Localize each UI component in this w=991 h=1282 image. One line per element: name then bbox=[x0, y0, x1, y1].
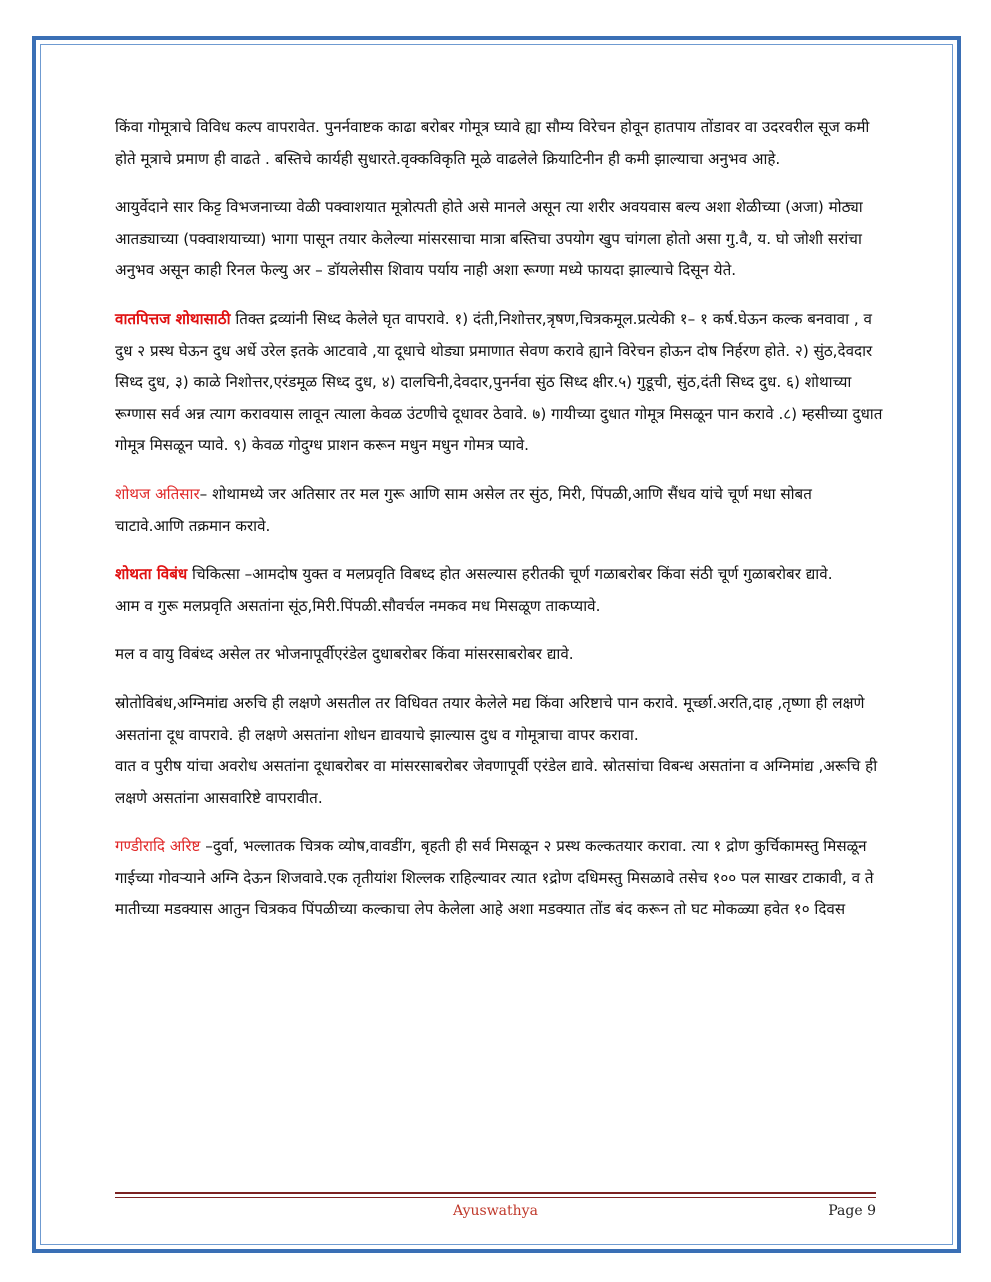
paragraph-basti: आयुर्वेदाने सार किट्ट विभजनाच्या वेळी पक्वाशयात मूत्रोत्पती होते असे मानले असून त्या शरीर अवयवास बल्य अशा शेळीच्या (अजा) मोठ्या आतड्याच्या (पक्वाशयाच्या) भागा पासून तयार केलेल्या मांसरसाचा मात्रा बस्तिचा उपयोग खुप चांगला होतो असा गु.वै, य. घो जोशी सरांचा अनुभव असून काही रिनल फेल्यु अर – डॉयलेसीस शिवाय पर्याय नाही अशा रूग्णा मध्ये फायदा झाल्याचे दिसून येते. bbox=[115, 198, 863, 280]
paragraph-srotovibandh: स्रोतोविबंध,अग्निमांद्य अरुचि ही लक्षणे असतील तर विधिवत तयार केलेले मद्य किंवा अरिष्टाचे पान करावे. मूर्च्छा.अरति,दाह ,तृष्णा ही लक्षणे असतांना दूध वापरावे. ही लक्षणे असतांना शोधन द्यावयाचे झाल्यास दुध व गोमूत्राचा वापर करावा. bbox=[115, 693, 865, 744]
paragraph-vatapittaj-body: तिक्त द्रव्यांनी सिध्द केलेले घृत वापरावे. १) दंती,निशोत्तर,त्रृषण,चित्रकमूल.प्रत्येकी १– १ कर्ष.घेऊन कल्क बनवावा , व दुध २ प्रस्थ घेऊन दुध अर्धे उरेल इतके आटवावे ,या दूधाचे थोड्या प्रमाणात सेवण करावे ह्याने विरेचन होऊन दोष निर्हरण होते. २) सुंठ,देवदार सिध्द दुध, ३) काळे निशोत्तर,एरंडमूळ सिध्द दुध, ४) दालचिनी,देवदार,पुनर्नवा सुंठ सिध्द क्षीर.५) गुडूची, सुंठ,दंती सिध्द दुध. ६) शोथाच्या रूग्णास सर्व अन्न त्याग करावयास लावून त्याला केवळ उंटणीचे दूधावर ठेवावे. ७) गायीच्या दुधात गोमूत्र मिसळून पान करावे .८) म्हसीच्या दुधात गोमूत्र मिसळून प्यावे. ९) केवळ गोदुग्ध प्राशन करून मधुन मधुन गोमत्र प्यावे. bbox=[115, 309, 883, 455]
page-number: Page 9 bbox=[828, 1203, 876, 1219]
footer-rule-top bbox=[115, 1192, 876, 1194]
paragraph-vibandh bbox=[115, 559, 885, 591]
paragraph-vatapittaj bbox=[115, 304, 885, 462]
footer-brand: Ayuswathya bbox=[453, 1203, 538, 1219]
paragraph-aam: आम व गुरू मलप्रवृति असतांना सूंठ,मिरी.पिंपळी.सौवर्चल नमकव मध मिसळूण ताकप्यावे. bbox=[115, 596, 601, 615]
paragraph-gandiradi bbox=[115, 831, 885, 926]
paragraph-shothaj-atisar-body: – शोथामध्ये जर अतिसार तर मल गुरू आणि साम असेल तर सुंठ, मिरी, पिंपळी,आणि सैंधव यांचे चूर्ण मधा सोबत चाटावे.आणि तक्रमान करावे. bbox=[115, 484, 812, 535]
paragraph-punarnava: किंवा गोमूत्राचे विविध कल्प वापरावेत. पुनर्नवाष्टक काढा बरोबर गोमूत्र घ्यावे ह्या सौम्य विरेचन होवून हातपाय तोंडावर वा उदरवरील सूज कमी होते मूत्राचे प्रमाण ही वाढते . बस्तिचे कार्यही सुधारते.वृक्कविकृति मूळे वाढलेले क्रियाटिनीन ही कमी झाल्याचा अनुभव आहे. bbox=[115, 118, 870, 168]
footer-rule-bottom bbox=[115, 1197, 876, 1198]
paragraph-vat-purish: वात व पुरीष यांचा अवरोध असतांना दूधाबरोबर वा मांसरसाबरोबर जेवणापूर्वी एरंडेल द्यावे. स्रोतसांचा विबन्ध असतांना व अग्निमांद्य ,अरूचि ही लक्षणे असतांना आसवारिष्टे वापरावीत. bbox=[115, 757, 878, 807]
heading-gandiradi: गण्डीरादि अरिष्ट bbox=[115, 837, 201, 856]
paragraph-mal-vayu: मल व वायु विबंध्द असेल तर भोजनापूर्वीएरंडेल दुधाबरोबर किंवा मांसरसाबरोबर द्यावे. bbox=[115, 645, 574, 664]
heading-shothaj-atisar: शोथज अतिसार bbox=[115, 484, 200, 503]
paragraph-gandiradi-body: –दुर्वा, भल्लातक चित्रक व्योष,वावडींग, बृहती ही सर्व मिसळून २ प्रस्थ कल्कतयार करावा. त्या १ द्रोण कुर्चिकामस्तु मिसळून गाईच्या गोवऱ्याने अग्नि देऊन शिजवावे.एक तृतीयांश शिल्लक राहिल्यावर त्यात १द्रोण दधिमस्तु मिसळावे तसेच १०० पल साखर टाकावी, व ते मातीच्या मडक्यास आतुन चित्रकव पिंपळीच्या कल्काचा लेप केलेला आहे अशा मडक्यात तोंड बंद करून तो घट मोकळ्या हवेत १० दिवस bbox=[115, 837, 874, 919]
heading-vibandh: शोथता विबंध bbox=[115, 565, 188, 584]
document-body bbox=[115, 112, 885, 943]
paragraph-shothaj-atisar bbox=[115, 479, 885, 542]
heading-vatapittaj: वातपित्तज शोथासाठी bbox=[115, 309, 231, 328]
paragraph-vibandh-body: चिकित्सा –आमदोष युक्त व मलप्रवृति विबध्द होत असल्यास हरीतकी चूर्ण गळाबरोबर किंवा संठी चूर्ण गुळाबरोबर द्यावे. bbox=[187, 565, 833, 584]
